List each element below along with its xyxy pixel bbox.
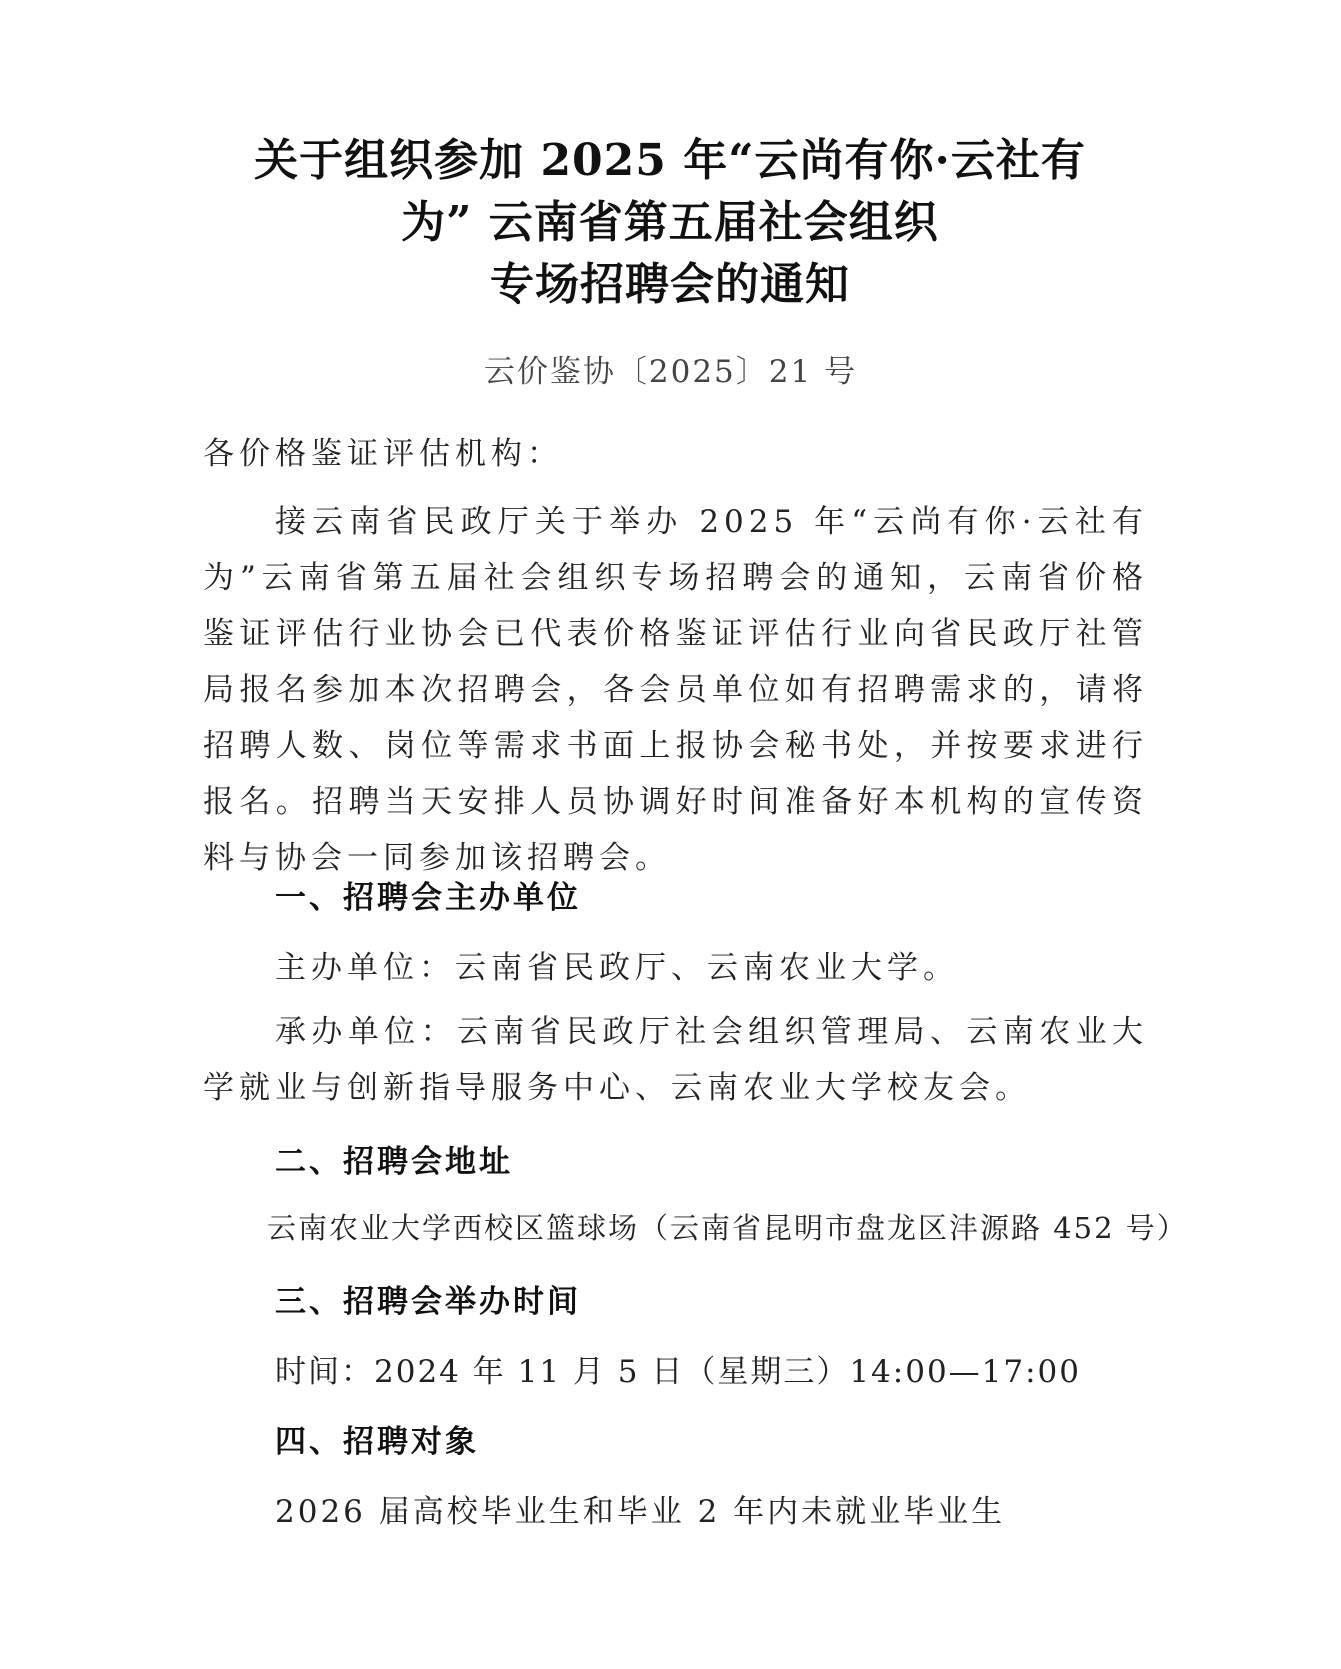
host-units: 主办单位：云南省民政厅、云南农业大学。 bbox=[275, 950, 959, 986]
recruitment-target: 2026 届高校毕业生和毕业 2 年内未就业毕业生 bbox=[275, 1494, 1006, 1530]
section-heading-target: 四、招聘对象 bbox=[275, 1424, 479, 1460]
title-line-1: 关于组织参加 2025 年“云尚有你·云社有 bbox=[254, 135, 1086, 186]
section-heading-time: 三、招聘会举办时间 bbox=[275, 1284, 581, 1320]
organizer-units: 承办单位：云南省民政厅社会组织管理局、云南农业大学就业与创新指导服务中心、云南农业大学校友会。 bbox=[203, 1014, 1148, 1106]
document-title bbox=[160, 130, 1180, 316]
section-heading-host: 一、招聘会主办单位 bbox=[275, 880, 581, 916]
section-heading-address: 二、招聘会地址 bbox=[275, 1144, 513, 1180]
document-number: 云价鉴协〔2025〕21 号 bbox=[483, 354, 858, 390]
event-time: 时间：2024 年 11 月 5 日（星期三）14:00—17:00 bbox=[275, 1354, 1082, 1390]
salutation: 各价格鉴证评估机构： bbox=[203, 436, 563, 472]
venue-address: 云南农业大学西校区篮球场（云南省昆明市盘龙区沣源路 452 号） bbox=[267, 1211, 1188, 1245]
title-line-3: 专场招聘会的通知 bbox=[490, 259, 850, 310]
title-line-2: 为” 云南省第五届社会组织 bbox=[401, 197, 939, 248]
intro-paragraph: 接云南省民政厅关于举办 2025 年“云尚有你·云社有为”云南省第五届社会组织专场招聘会的通知，云南省价格鉴证评估行业协会已代表价格鉴证评估行业向省民政厅社管局报名参加本次招聘会，各会员单位如有招聘需求的，请将招聘人数、岗位等需求书面上报协会秘书处，并按要求进行报名。招聘当天安排人员协调好时间准备好本机构的宣传资料与协会一同参加该招聘会。 bbox=[203, 504, 1148, 876]
